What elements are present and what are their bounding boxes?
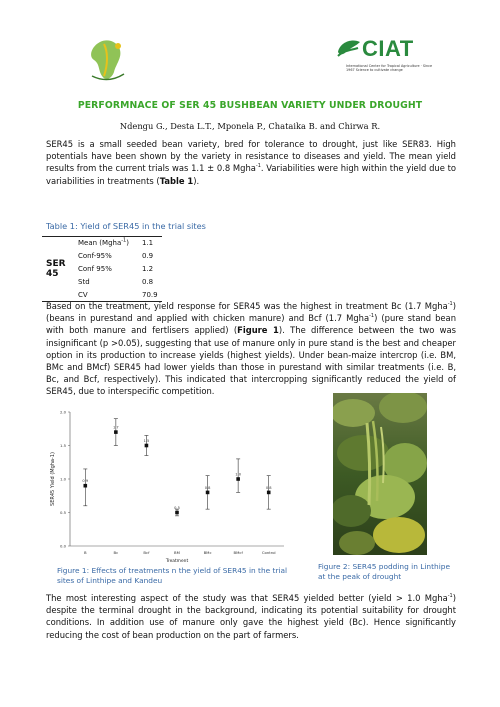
africa-rising-logo: [78, 36, 136, 86]
data-point: [206, 491, 210, 495]
intro-sup: -1: [255, 163, 261, 170]
ciat-logo: [336, 36, 436, 80]
x-tick-label: BMc: [203, 550, 212, 555]
table-row-header: SER 45: [46, 258, 66, 279]
bean-plant-image: [333, 393, 427, 555]
intro-text: SER45 is a small seeded bean variety, bred for tolerance to drought, just like SER83. High potentials have been shown by the variety in resistance to diseases and yield. The mean yield results from the current trials was 1.1 ± 0.8 Mgha: [46, 139, 456, 174]
table-row: [42, 236, 172, 249]
table-cell-label: CV: [78, 290, 88, 299]
table-cell-label: Conf-95%: [78, 251, 112, 260]
y-tick-label: 1.0: [59, 476, 66, 482]
table-reference: Table 1: [159, 175, 194, 186]
bean-podding-photo: [333, 393, 427, 555]
figure-reference: Figure 1: [237, 325, 279, 336]
data-point: [267, 491, 271, 495]
figure-1-caption: Figure 1: Effects of treatments n the yield of SER45 in the trial sites of Linthipe and Kandeu: [57, 566, 288, 585]
yield-scatter-chart: [44, 404, 306, 564]
y-tick-label: 0.0: [59, 543, 66, 549]
data-label: 1.0: [235, 472, 242, 477]
table-cell-label: Mean (Mgha$^{-1}$): [78, 237, 129, 247]
y-tick-label: 0.5: [59, 510, 66, 515]
y-axis-label: SER45 Yield (Mgha-1): [50, 452, 56, 506]
y-tick-label: 1.5: [59, 443, 66, 448]
x-axis-label: Treatment: [165, 559, 189, 564]
table-cell-value: 0.9: [142, 251, 154, 260]
data-label: 0.8: [204, 485, 211, 490]
results-paragraph: Based on the treatment, yield response for SER45 was the highest in treatment Bc (1.7 Mgha$^{-1}$) (beans in purestand and applied with chicken manure) and Bcf (1.7 Mgha$^{-1}$) (pure stand bean with both manure and fertlisers applied) (Figure 1). The difference between the two was insignificant (p >0.05), suggesting that use of manure only in pure stand is the best and cheaper option in its production to increase yields (highest yields). Under bean-maize intercrop (i.e. BM, BMc and BMcf) SER45 had lower yields than those in purestand with similar treatments (i.e. B, Bc, and Bcf, respectively). This indicated that intercropping significantly reduced the yield of SER45, due to interspecific competition.: [46, 301, 456, 397]
data-point: [145, 444, 149, 448]
intro-end: ).: [193, 175, 200, 186]
x-tick-label: BMcf: [233, 550, 243, 555]
authors-line: Ndengu G., Desta L.T., Mponela P., Chataika B. and Chirwa R.: [119, 121, 381, 131]
table-cell-label: Std: [78, 277, 90, 286]
table-cell-value: 0.8: [142, 277, 154, 286]
ciat-tagline: International Center for Tropical Agriculture · Since 1967 Science to cultivate change: [346, 64, 433, 73]
page-title: PERFORMNACE OF SER 45 BUSHBEAN VARIETY UNDER DROUGHT: [77, 100, 423, 111]
table-cell-value: 70.9: [142, 290, 158, 299]
figure-2-caption: Figure 2: SER45 podding in Linthipe at the peak of drought: [318, 562, 450, 581]
data-label: 1.5: [143, 439, 150, 443]
data-label: 1.7: [112, 425, 119, 430]
figure-1-chart: [44, 404, 306, 564]
x-tick-label: B: [83, 550, 87, 555]
table-caption: Table 1: Yield of SER45 in the trial sites: [46, 221, 206, 231]
data-point: [236, 477, 240, 481]
table-cell-label: Conf 95%: [78, 264, 112, 273]
leaf-africa-logo-icon: [78, 36, 136, 86]
x-tick-label: Bcf: [143, 550, 150, 555]
data-point: [114, 430, 118, 434]
x-tick-label: Control: [261, 550, 276, 555]
ciat-leaf-icon: [336, 38, 362, 60]
ciat-wordmark: CIAT: [362, 36, 414, 61]
x-tick-label: Bc: [113, 550, 119, 555]
data-point: [83, 484, 87, 488]
data-label: 0.5: [174, 506, 180, 510]
x-tick-label: BM: [174, 550, 180, 555]
data-label: 0.8: [265, 485, 272, 490]
table-cell-value: 1.2: [142, 264, 154, 273]
yield-table: [42, 236, 172, 301]
data-label: 0.9: [82, 479, 89, 484]
closing-paragraph: The most interesting aspect of the study was that SER45 yielded better (yield > 1.0 Mgha$^{-1}$) despite the terminal drought in the background, indicating its potential suitability for drought conditions. In addition use of manure only gave the highest yield (Bc). Hence significantly reducing the cost of bean production on the part of farmers.: [46, 593, 456, 640]
table-cell-value: 1.1: [142, 238, 154, 247]
intro-text-tail: . Variabilities were high within the yield due to variabilities in treatments (: [46, 163, 456, 186]
data-point: [175, 511, 179, 515]
y-tick-label: 2.0: [59, 409, 66, 415]
intro-paragraph: [46, 138, 456, 187]
